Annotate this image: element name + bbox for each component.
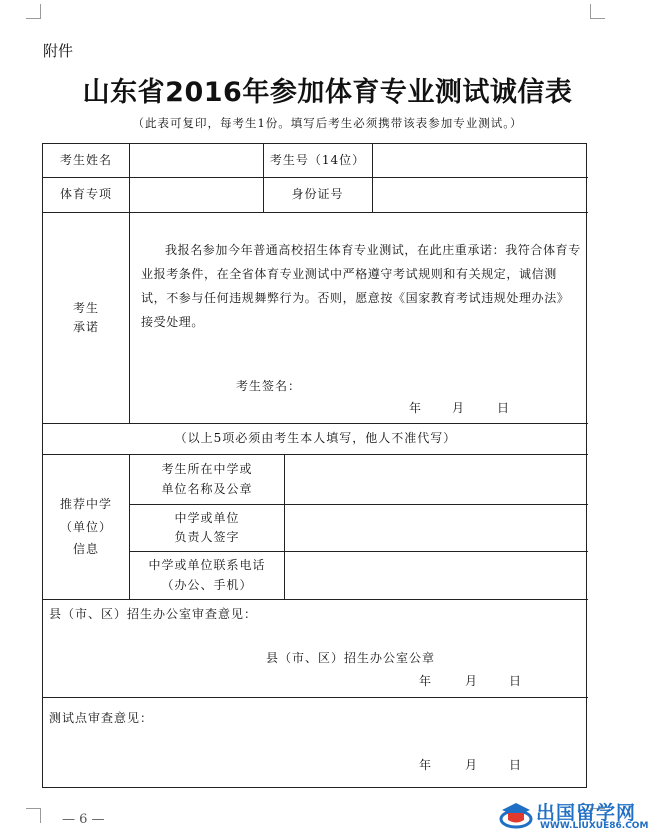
note-row: （以上5项必须由考生本人填写，他人不准代写） [174,431,457,446]
test-point-date-year: 年 [419,758,433,772]
head-signature-field[interactable] [285,505,587,551]
county-date-month: 月 [465,674,479,688]
row-rule [43,599,588,600]
head-signature-label-line-2: 负责人签字 [174,530,240,544]
pledge-label-line-1: 考生 [72,300,99,315]
page-subtitle: （此表可复印，每考生1份。填写后考生必须携带该表参加专业测试。） [132,116,523,130]
pledge-date-year: 年 [409,401,423,415]
contact-phone-label-line-1: 中学或单位联系电话 [148,558,266,573]
exam-number-label: 考生号（14位） [269,152,366,167]
pledge-label-line-2: 承诺 [72,320,99,334]
exam-number-field[interactable] [373,144,587,177]
crop-mark-top-left [26,4,41,19]
id-number-label: 身份证号 [291,187,344,202]
recommender-label-line-1: 推荐中学 [59,496,112,511]
attachment-label: 附件 [43,42,74,60]
site-url: WWW.LIUXUE86.COM [540,821,649,831]
sport-field[interactable] [130,178,263,212]
pledge-label [43,213,129,423]
graduation-cap-icon [498,800,534,830]
school-name-label-line-2: 单位名称及公章 [161,481,253,496]
test-point-date-month: 月 [465,758,479,772]
id-number-field[interactable] [373,178,587,212]
contact-phone-field[interactable] [285,552,587,599]
school-name-label [130,455,284,504]
crop-mark-bottom-left [26,808,41,823]
row-rule [43,697,588,698]
head-signature-label-line-1: 中学或单位 [174,510,240,525]
page-title: 山东省2016年参加体育专业测试诚信表 [82,77,573,108]
crop-mark-top-right [590,4,605,19]
pledge-date-day: 日 [497,401,511,415]
contact-phone-label [130,552,284,599]
school-name-field[interactable] [285,455,587,504]
sport-label: 体育专项 [59,187,112,202]
test-point-opinion-label: 测试点审查意见： [49,711,154,725]
county-seal-label: 县（市、区）招生办公室公章 [266,651,436,665]
school-name-label-line-1: 考生所在中学或 [161,462,253,477]
contact-phone-label-line-2: （办公、手机） [161,577,253,592]
county-date-day: 日 [509,674,523,688]
recommender-label-line-3: 信息 [72,542,99,557]
site-logo [498,796,655,834]
head-signature-label [130,505,284,551]
recommender-label [43,455,129,599]
county-opinion-label: 县（市、区）招生办公室审查意见： [49,607,258,621]
name-label: 考生姓名 [59,152,112,167]
test-point-date-day: 日 [509,758,523,772]
name-field[interactable] [130,144,263,177]
page-number: — 6 — [62,812,105,827]
integrity-form-table [42,143,587,788]
recommender-label-line-2: （单位） [59,519,112,534]
site-name: 出国留学网 [536,802,637,824]
county-date-year: 年 [419,674,433,688]
pledge-text: 我报名参加今年普通高校招生体育专业测试，在此庄重承诺：我符合体育专业报考条件，在全省体育专业测试中严格遵守考试规则和有关规定，诚信测试，不参与任何违规舞弊行为。否则，愿意按《国家教育考试违规处理办法》接受处理。 [141,243,581,329]
pledge-date-month: 月 [452,401,466,415]
signature-label: 考生签名： [236,379,302,393]
